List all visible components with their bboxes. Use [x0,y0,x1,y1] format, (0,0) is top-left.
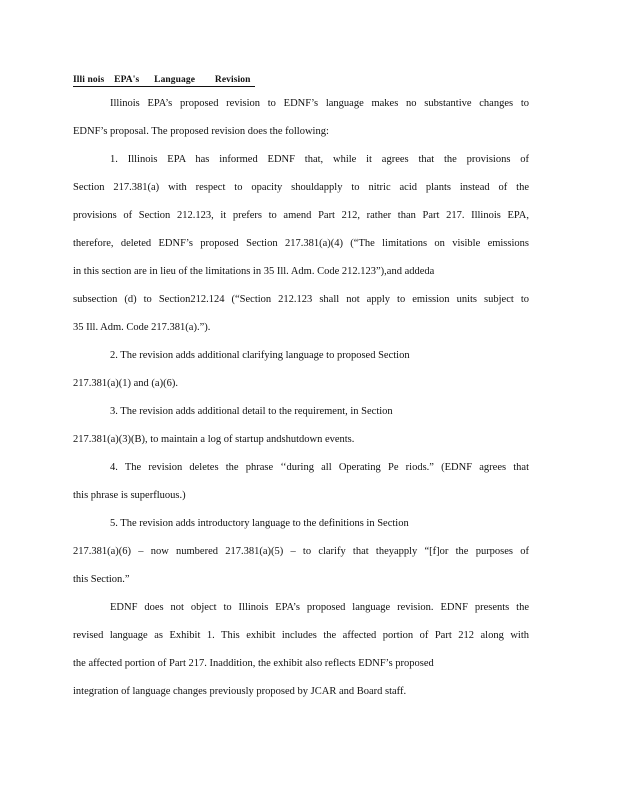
text-line: revised language as Exhibit 1. This exhibit includes the affected portion of Part 212 along with [73,630,529,641]
text-line: EDNF does not object to Illinois EPA’s proposed language revision. EDNF presents the [110,602,529,613]
text-line: the affected portion of Part 217. Inaddition, the exhibit also reflects EDNF’s proposed [73,658,434,669]
text-line: 4. The revision deletes the phrase ‘‘during all Operating Pe riods.” (EDNF agrees that [110,462,529,473]
text-line: this phrase is superfluous.) [73,490,186,501]
text-line: 217.381(a)(1) and (a)(6). [73,378,178,389]
text-line: this Section.” [73,574,130,585]
text-line: Section 217.381(a) with respect to opacity shouldapply to nitric acid plants instead of the [73,182,529,193]
text-line: in this section are in lieu of the limitations in 35 Ill. Adm. Code 212.123”),and addeda [73,266,435,277]
text-line: integration of language changes previously proposed by JCAR and Board staff. [73,686,407,697]
text-line: subsection (d) to Section212.124 (“Section 212.123 shall not apply to emission units subject to [73,294,529,305]
text-line: 1. Illinois EPA has informed EDNF that, while it agrees that the provisions of [110,154,529,165]
section-heading: Illi nois EPA's Language Revision [73,74,255,87]
text-line: 35 Ill. Adm. Code 217.381(a).”). [73,322,211,333]
text-line: 217.381(a)(3)(B), to maintain a log of startup andshutdown events. [73,434,355,445]
text-line: 3. The revision adds additional detail to the requirement, in Section [110,406,393,417]
text-line: therefore, deleted EDNF’s proposed Section 217.381(a)(4) (“The limitations on visible emissions [73,238,529,249]
text-line: Illinois EPA’s proposed revision to EDNF’s language makes no substantive changes to [110,98,529,109]
text-line: EDNF’s proposal. The proposed revision does the following: [73,126,329,137]
text-line: 217.381(a)(6) – now numbered 217.381(a)(5) – to clarify that theyapply “[f]or the purposes of [73,546,529,557]
text-line: 2. The revision adds additional clarifying language to proposed Section [110,350,410,361]
text-line: 5. The revision adds introductory language to the definitions in Section [110,518,409,529]
text-line: provisions of Section 212.123, it prefers to amend Part 212, rather than Part 217. Illinois EPA, [73,210,529,221]
